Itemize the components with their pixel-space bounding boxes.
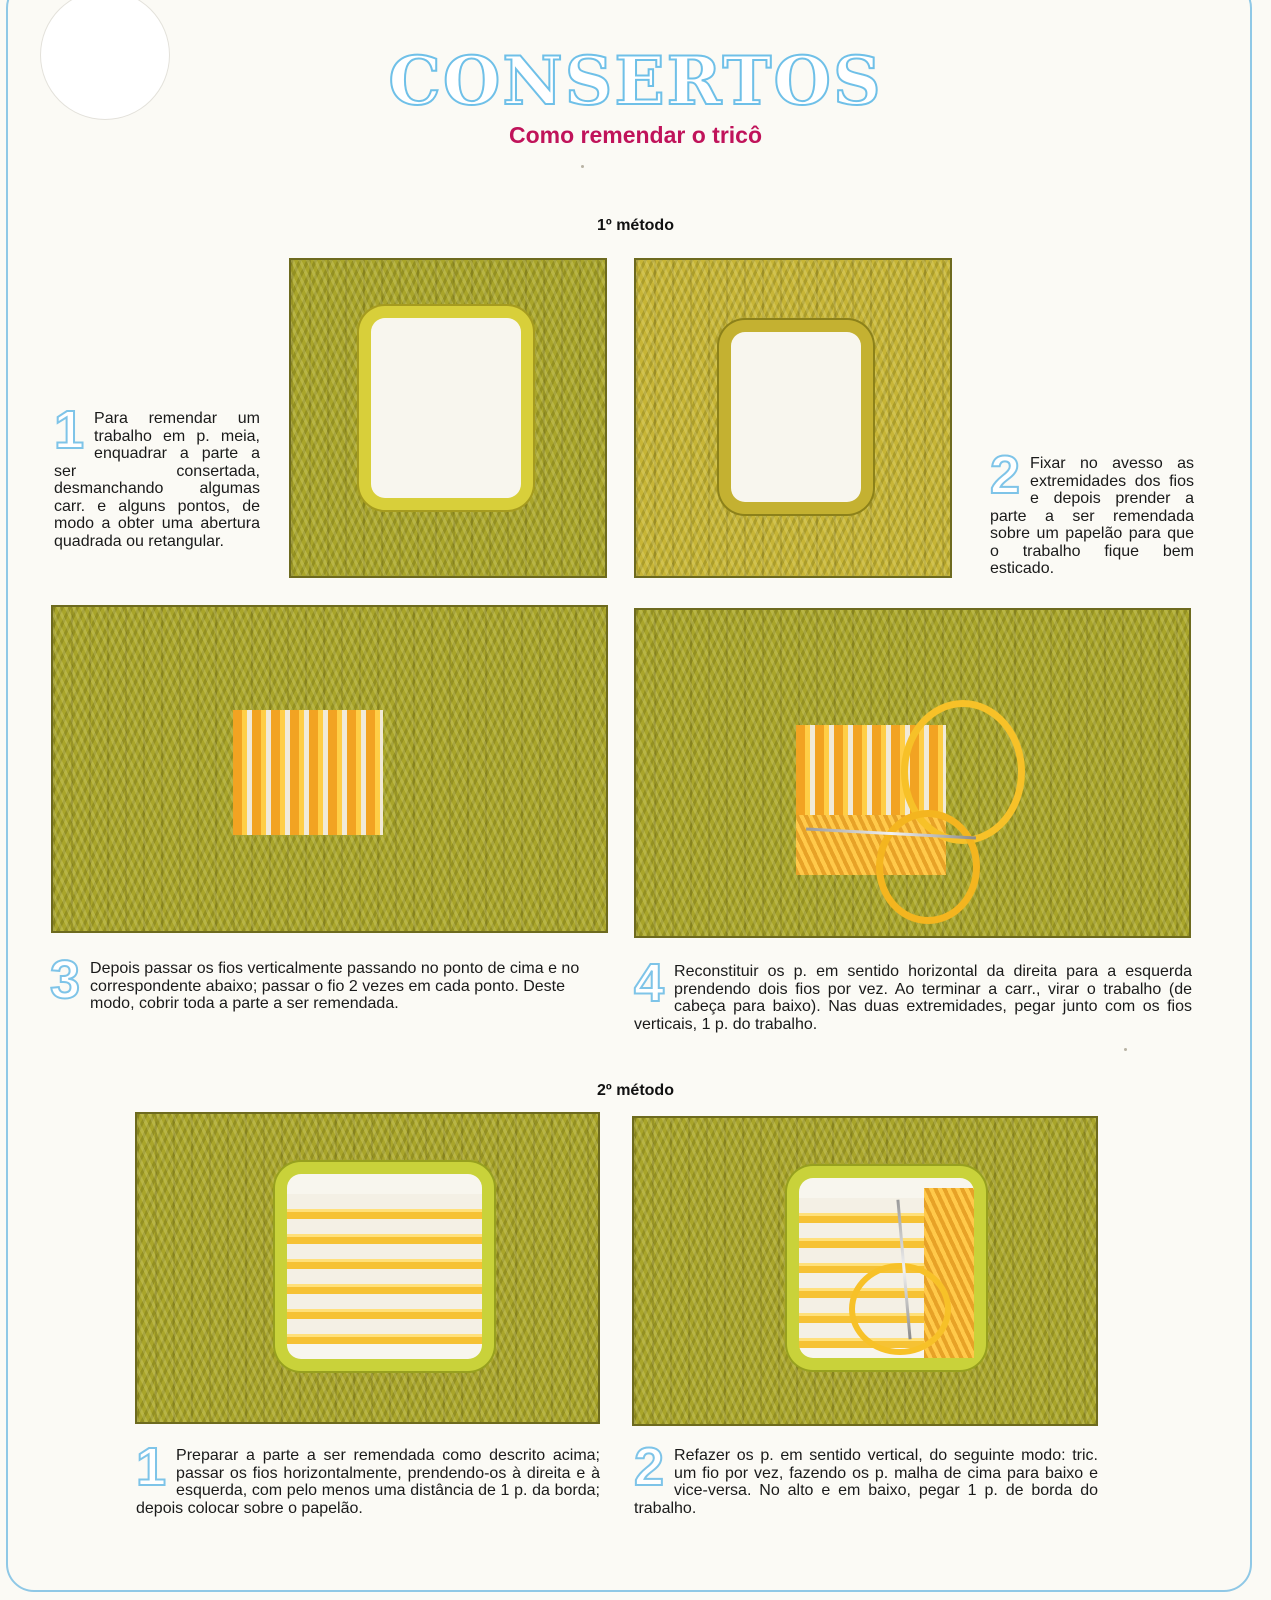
- photo-step-4: [634, 608, 1191, 938]
- step-number: 1: [136, 1437, 167, 1497]
- yarn-loop: [849, 1263, 951, 1355]
- step-1-4: [634, 953, 1192, 1033]
- step-text: Reconstituir os p. em sentido horizontal da direita para a esquerda prendendo dois fios por vez. Ao terminar a carr., virar o trabalho (de cabeça para baixo). Nas duas extremidades, pegar junto com os fios verticais, 1 p. do trabalho.: [634, 963, 1192, 1033]
- photo-step-2: [634, 258, 952, 578]
- step-text: Para remendar um trabalho em p. meia, enquadrar a parte a ser consertada, desmanchando algumas carr. e alguns pontos, de modo a obter uma abertura quadrada ou retangular.: [54, 410, 260, 550]
- step-text: Refazer os p. em sentido vertical, do seguinte modo: tric. um fio por vez, fazendo os p. malha de cima para baixo e vice-versa. No alto e em baixo, pegar 1 p. de borda do trabalho.: [634, 1447, 1098, 1517]
- step-text: Preparar a parte a ser remendada como descrito acima; passar os fios horizontalmente, prendendo-os à direita e à esquerda, com pelo menos uma distância de 1 p. da borda; depois colocar sobre o papelão.: [136, 1447, 600, 1517]
- photo-step-3: [51, 605, 608, 933]
- step-1-3: [50, 950, 610, 1013]
- method-1-label: 1º método: [597, 217, 674, 234]
- opening: [371, 318, 521, 498]
- yarn-loop: [876, 810, 980, 924]
- step-text: Fixar no avesso as extremidades dos fios e depois prender a parte a ser remendada sobre um papelão para que o trabalho fique bem esticado.: [990, 455, 1194, 577]
- step-number: 2: [990, 445, 1021, 505]
- step-number: 3: [50, 950, 81, 1010]
- step-number: 2: [634, 1437, 665, 1497]
- step-2-2: [634, 1437, 1098, 1517]
- step-2-1: [136, 1437, 600, 1517]
- page-title: CONSERTOS: [388, 42, 883, 120]
- page-subtitle: Como remendar o tricô: [508, 122, 763, 148]
- speck: [581, 165, 584, 168]
- step-number: 1: [54, 400, 85, 460]
- step-text: Depois passar os fios verticalmente passando no ponto de cima e no correspondente abaixo; passar o fio 2 vezes em cada ponto. Deste modo, cobrir toda a parte a ser remendada.: [90, 960, 580, 1012]
- step-1-1: [54, 400, 260, 550]
- step-1-2: [990, 445, 1194, 578]
- speck: [1124, 1048, 1127, 1051]
- step-number: 4: [634, 953, 665, 1013]
- photo-step-1: [289, 258, 607, 578]
- vertical-threads: [233, 710, 383, 835]
- opening: [731, 332, 861, 502]
- photo-method2-step-1: [135, 1112, 600, 1424]
- photo-method2-step-2: [632, 1116, 1098, 1426]
- horizontal-threads: [287, 1194, 482, 1344]
- method-2-label: 2º método: [597, 1082, 674, 1099]
